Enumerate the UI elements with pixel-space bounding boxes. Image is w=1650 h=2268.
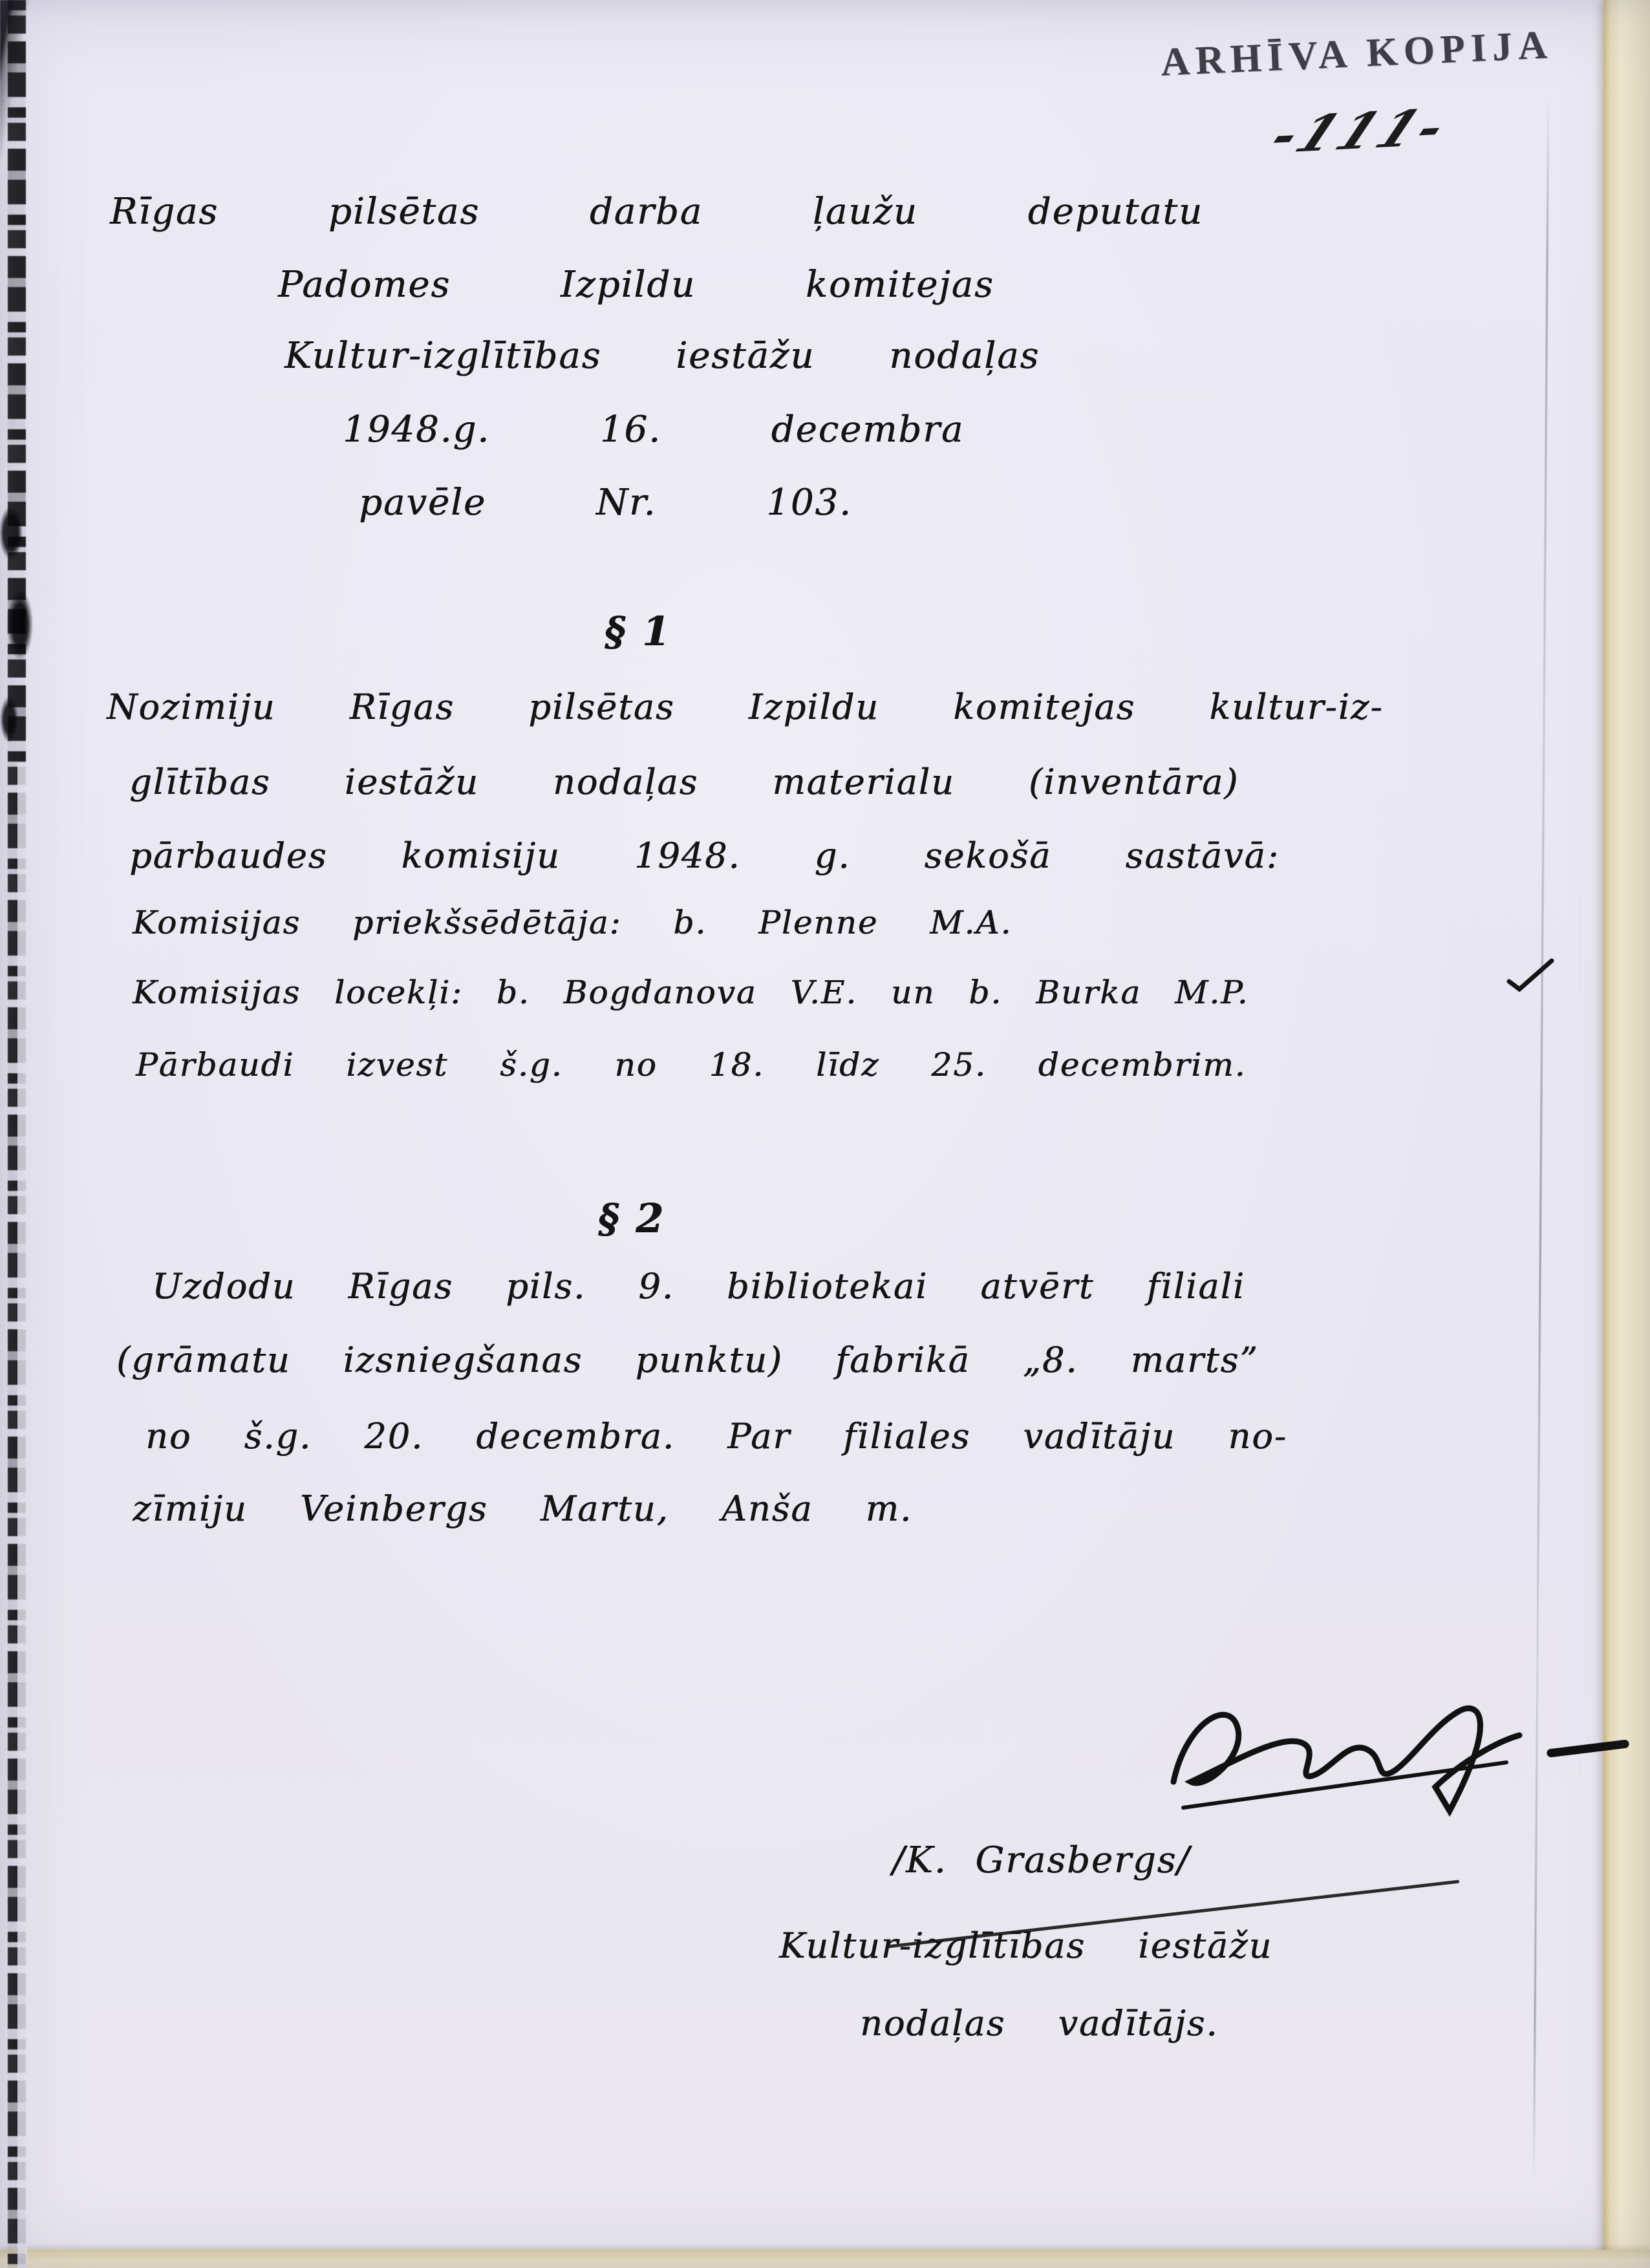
section-1-line-3: pārbaudes komisiju 1948. g. sekošā sastāvā: (129, 835, 1280, 876)
archive-copy-stamp: ARHĪVA KOPIJA (1159, 23, 1554, 85)
header-line-order-number: pavēle Nr. 103. (359, 482, 852, 524)
header-line-3: Kultur-izglītības iestāžu nodaļas (284, 335, 1040, 377)
section-2-line-3: no š.g. 20. decembra. Par filiales vadītāju no- (145, 1416, 1287, 1457)
corner-scan-mark (0, 0, 32, 194)
section-2-line-2: (grāmatu izsniegšanas punktu) fabrikā „8. marts” (116, 1340, 1259, 1380)
signature-title-line-1: Kultur-izglītības iestāžu (779, 1925, 1273, 1966)
section-2-line-4: zīmiju Veinbergs Martu, Anša m. (133, 1488, 913, 1529)
header-line-2: Padomes Izpildu komitejas (278, 264, 994, 306)
section-1-heading: § 1 (605, 608, 672, 655)
binding-edge-fade (17, 763, 27, 2268)
scan-edge-right (1603, 0, 1650, 2268)
section-1-line-4: Komisijas priekšsēdētāja: b. Plenne M.A. (133, 904, 1012, 941)
signature-title-line-2: nodaļas vadītājs. (860, 2003, 1219, 2044)
scan-edge-bottom (0, 2250, 1650, 2268)
section-2-heading: § 2 (598, 1195, 665, 1242)
signature-name: /K. Grasbergs/ (892, 1839, 1191, 1881)
section-1-line-1: Nozimiju Rīgas pilsētas Izpildu komitejas kultur-iz- (107, 687, 1384, 727)
section-1-line-2: glītības iestāžu nodaļas materialu (inventāra) (129, 762, 1239, 802)
header-line-1: Rīgas pilsētas darba ļaužu deputatu (110, 191, 1203, 233)
binding-ink-blotch (0, 491, 36, 769)
header-line-date: 1948.g. 16. decembra (343, 409, 965, 451)
paper-crease (1533, 97, 1550, 2185)
section-2-line-1: Uzdodu Rīgas pils. 9. bibliotekai atvērt filiali (152, 1266, 1245, 1307)
signature-scrawl (1157, 1685, 1539, 1821)
check-mark (1505, 956, 1557, 996)
section-1-line-5: Komisijas locekļi: b. Bogdanova V.E. un b. Burka M.P. (133, 974, 1249, 1011)
section-1-line-6: Pārbaudi izvest š.g. no 18. līdz 25. decembrim. (136, 1046, 1247, 1084)
page-number: -111- (1260, 98, 1460, 166)
